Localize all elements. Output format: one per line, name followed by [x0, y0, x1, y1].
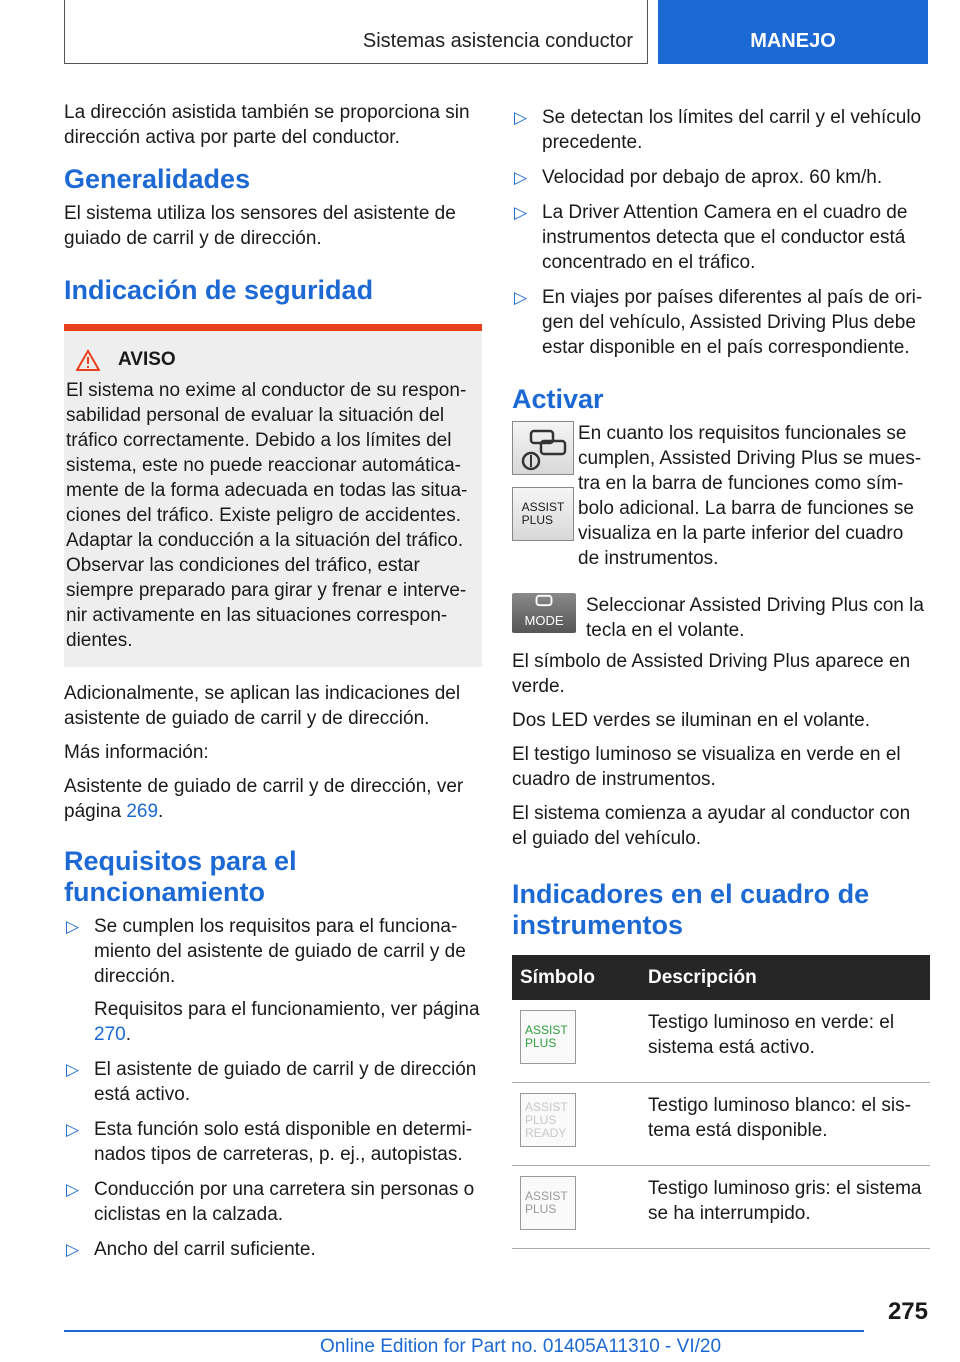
- sub-reference-text: Requisitos para el funcionamiento, ver página: [94, 999, 480, 1020]
- list-item-text: Velocidad por debajo de aprox. 60 km/h.: [542, 167, 883, 188]
- assist-label: ASSIST: [521, 500, 565, 514]
- paragraph: El sistema comienza a ayudar al conductor con el guiado del vehículo.: [512, 803, 911, 849]
- paragraph: Dos LED verdes se iluminan en el volante.: [512, 710, 871, 731]
- assist-plus-green-icon: [520, 1010, 576, 1064]
- list-item-text: El asistente de guiado de carril y de dirección está activo.: [94, 1059, 477, 1105]
- plus-label: PLUS: [521, 513, 554, 527]
- table-cell-symbol: [512, 1000, 640, 1083]
- activar-text: En cuanto los requisitos funcionales se cumplen, Assisted Driving Plus se muestra en la barra de funciones como símbolo adicional. La barra de funciones se visualiza en la parte inferior del cuadro de instrumentos.: [578, 423, 922, 569]
- assist-plus-grey-icon: [520, 1176, 576, 1230]
- requisitos-list-continued: [512, 105, 930, 360]
- heading-seguridad: Indicación de seguridad: [64, 275, 374, 305]
- chapter-tab[interactable]: MANEJO: [658, 0, 928, 64]
- reference-end: .: [158, 801, 164, 822]
- paragraph: El testigo luminoso se visualiza en verde en el cuadro de instrumentos.: [512, 744, 901, 790]
- right-column: [512, 100, 930, 1249]
- triangle-bullet-icon: ▷: [66, 1240, 80, 1259]
- page-link-269[interactable]: 269: [126, 801, 159, 822]
- activar-icons: [512, 421, 578, 571]
- section-title: Sistemas asistencia conductor: [64, 0, 648, 64]
- table-cell-description: Testigo luminoso en verde: el sistema está activo.: [640, 1000, 930, 1083]
- table-header-description: Descripción: [640, 955, 930, 1000]
- plus-label: PLUS: [525, 1112, 557, 1127]
- reference-text: Asistente de guiado de carril y de dirección, ver página: [64, 776, 464, 822]
- intro-paragraph: La dirección asistida también se proporciona sin dirección activa por parte del conductor.: [64, 102, 470, 148]
- triangle-bullet-icon: ▷: [514, 168, 528, 187]
- generalidades-paragraph: El sistema utiliza los sensores del asistente de guiado de carril y de dirección.: [64, 203, 456, 249]
- assist-plus-icon: [512, 487, 574, 541]
- assisted-driving-icon: [512, 421, 574, 475]
- table-row: [512, 1166, 930, 1249]
- list-item: [64, 1117, 482, 1167]
- plus-label: PLUS: [525, 1036, 557, 1050]
- mode-text: Seleccionar Assisted Driving Plus con la tecla en el volante.: [586, 595, 924, 641]
- left-column: [64, 100, 482, 1272]
- adicional-paragraph: Adicionalmente, se aplican las indicaciones del asistente de guiado de carril y de dirección.: [64, 683, 461, 729]
- car-mode-icon: [533, 593, 555, 608]
- mas-info-label: Más información:: [64, 742, 209, 763]
- table-row: [512, 1000, 930, 1083]
- mode-block: [512, 593, 930, 643]
- list-item-text: Ancho del carril suficiente.: [94, 1239, 316, 1260]
- table-header-row: [512, 955, 930, 1000]
- heading-activar: Activar: [512, 384, 604, 414]
- heading-indicadores: Indicadores en el cuadro de instrumentos: [512, 879, 870, 940]
- list-item: [64, 1237, 482, 1262]
- list-item-text: Esta función solo está disponible en determinados tipos de carreteras, p. ej., autopistas.: [94, 1119, 473, 1165]
- steering-cars-icon: [517, 425, 569, 471]
- list-item: [64, 914, 482, 1047]
- warning-title: AVISO: [118, 349, 176, 370]
- list-item: [64, 1177, 482, 1227]
- triangle-bullet-icon: ▷: [66, 1180, 80, 1199]
- triangle-bullet-icon: ▷: [514, 203, 528, 222]
- table-cell-description: Testigo luminoso gris: el sistema se ha interrumpido.: [640, 1166, 930, 1249]
- list-item: [512, 285, 930, 360]
- list-item-text: La Driver Attention Camera en el cuadro de instrumentos detecta que el conductor está concentrado en el tráfico.: [542, 202, 908, 273]
- list-item: [512, 165, 930, 190]
- reference-paragraph: [64, 774, 482, 824]
- sub-reference: [94, 997, 482, 1047]
- warning-header: [66, 347, 474, 372]
- page-number: 275: [887, 1298, 928, 1325]
- assist-label: ASSIST: [525, 1099, 568, 1114]
- list-item: [64, 1057, 482, 1107]
- triangle-bullet-icon: ▷: [66, 1120, 80, 1139]
- warning-triangle-icon: [76, 349, 100, 371]
- assist-plus-label: [522, 501, 565, 527]
- assist-plus-ready-white-icon: [520, 1093, 576, 1147]
- heading-requisitos: Requisitos para el funcionamiento: [64, 846, 297, 907]
- activar-block: [512, 421, 930, 571]
- mode-icon-col: [512, 593, 586, 643]
- symbol-table: [512, 955, 930, 1249]
- plus-label: PLUS: [525, 1202, 557, 1216]
- table-cell-symbol: [512, 1166, 640, 1249]
- page-link-270[interactable]: 270: [94, 1024, 126, 1045]
- ready-label: READY: [525, 1125, 567, 1140]
- list-item-text: Se cumplen los requisitos para el funcionamiento del asistente de guiado de carril y de dirección.: [94, 916, 466, 987]
- triangle-bullet-icon: ▷: [66, 1060, 80, 1079]
- edition-label: Online Edition for Part no. 01405A11310 - VI/20: [320, 1336, 722, 1357]
- list-item-text: En viajes por países diferentes al país de origen del vehículo, Assisted Driving Plus debe estar disponible en el país correspondiente.: [542, 287, 923, 358]
- requisitos-list: [64, 914, 482, 1262]
- table-row: [512, 1083, 930, 1166]
- triangle-bullet-icon: ▷: [514, 288, 528, 307]
- list-item-text: Conducción por una carretera sin personas o ciclistas en la calzada.: [94, 1179, 475, 1225]
- paragraph: El símbolo de Assisted Driving Plus aparece en verde.: [512, 651, 911, 697]
- list-item: [512, 200, 930, 275]
- table-cell-description: Testigo luminoso blanco: el sistema está disponible.: [640, 1083, 930, 1166]
- footer-divider: [64, 1330, 864, 1332]
- table-cell-symbol: [512, 1083, 640, 1166]
- triangle-bullet-icon: ▷: [66, 917, 80, 936]
- page-header: [64, 0, 928, 66]
- mode-button-icon: [512, 593, 576, 633]
- assist-label: ASSIST: [525, 1023, 568, 1037]
- table-header-symbol: Símbolo: [512, 955, 640, 1000]
- assist-label: ASSIST: [525, 1189, 568, 1203]
- warning-box: [64, 324, 482, 667]
- list-item-text: Se detectan los límites del carril y el vehículo precedente.: [542, 107, 922, 153]
- mode-label: MODE: [524, 613, 564, 628]
- list-item: [512, 105, 930, 155]
- warning-text: El sistema no exime al conductor de su responsabilidad personal de evaluar la situación del tráfico correctamente. Debido a los límites del sistema, este no puede reaccionar automáticamente de la forma adecuada en todas las situaciones del tráfico. Existe peligro de accidentes. Adaptar la conducción a la situación del tráfico. Observar las condiciones del tráfico, estar siempre preparado para girar y frenar e intervenir activamente en las situaciones correspondientes.: [66, 380, 468, 651]
- heading-generalidades: Generalidades: [64, 164, 251, 194]
- triangle-bullet-icon: ▷: [514, 108, 528, 127]
- sub-reference-end: .: [125, 1024, 131, 1045]
